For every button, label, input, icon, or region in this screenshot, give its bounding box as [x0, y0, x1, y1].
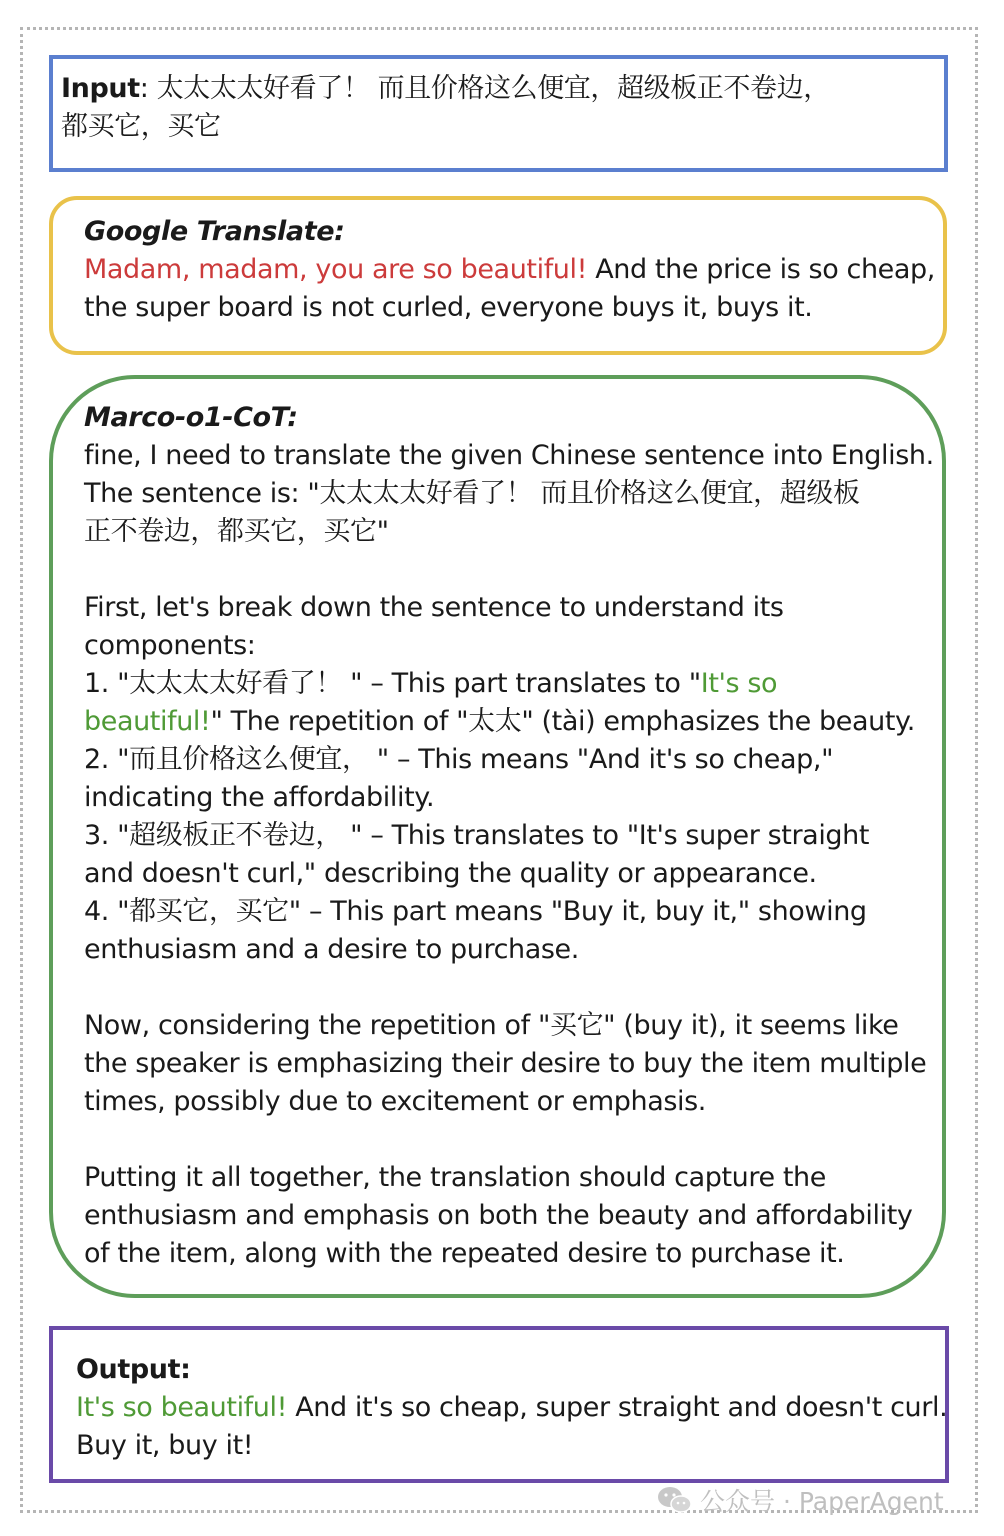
marco-p3-line-3: times, possibly due to excitement or emphasis. [84, 1086, 706, 1117]
input-section [61, 70, 830, 146]
input-line-1 [61, 70, 830, 108]
marco-p2-line-2: components: [84, 630, 256, 661]
mistranslation-highlight: Madam, madam, you are so beautiful! [84, 254, 588, 285]
paragraph-gap [84, 969, 934, 1007]
google-section [84, 213, 935, 327]
marco-p3-line-1: Now, considering the repetition of "买它" (buy it), it seems like [84, 1010, 899, 1041]
marco-p4-line-3: of the item, along with the repeated desire to purchase it. [84, 1238, 845, 1269]
output-line-1 [76, 1389, 947, 1427]
google-line-1 [84, 251, 935, 289]
google-label: Google Translate: [84, 216, 345, 247]
input-chinese-text: 太太太太好看了！ 而且价格这么便宜，超级板正不卷边， [156, 73, 830, 104]
marco-label: Marco-o1-CoT: [84, 402, 298, 433]
marco-item-4-line-1: 4. "都买它，买它" – This part means "Buy it, buy it," showing [84, 896, 867, 927]
marco-item-3-line-1: 3. "超级板正不卷边， " – This translates to "It's super straight [84, 820, 870, 851]
marco-section [84, 399, 934, 1273]
input-colon: : [139, 73, 157, 104]
output-label: Output: [76, 1354, 191, 1385]
marco-item-2-line-1: 2. "而且价格这么便宜， " – This means "And it's so cheap," [84, 744, 834, 775]
marco-p3-line-2: the speaker is emphasizing their desire to buy the item multiple [84, 1048, 927, 1079]
item-1-prefix: 1. "太太太太好看了！ " – This part translates to " [84, 668, 701, 699]
marco-p1-line-1: fine, I need to translate the given Chinese sentence into English. [84, 440, 934, 471]
watermark [656, 1482, 944, 1518]
paragraph-gap [84, 1121, 934, 1159]
marco-p1-line-3: 正不卷边，都买它，买它" [84, 516, 389, 547]
marco-item-1-line-1 [84, 665, 934, 703]
output-line-2: Buy it, buy it! [76, 1430, 254, 1461]
marco-p4-line-1: Putting it all together, the translation should capture the [84, 1162, 826, 1193]
output-line-1-rest: And it's so cheap, super straight and doesn't curl. [287, 1392, 948, 1423]
watermark-text: 公众号 · PaperAgent [700, 1487, 944, 1516]
marco-item-3-line-2: and doesn't curl," describing the quality or appearance. [84, 858, 817, 889]
marco-item-2-line-2: indicating the affordability. [84, 782, 435, 813]
google-line-1-rest: And the price is so cheap, [587, 254, 935, 285]
marco-p2-line-1: First, let's break down the sentence to understand its [84, 592, 784, 623]
paragraph-gap [84, 551, 934, 589]
item-1-suffix: " The repetition of "太太" (tài) emphasizes the beauty. [210, 706, 915, 737]
correct-translation-highlight: It's so [700, 668, 778, 699]
marco-p1-line-2: The sentence is: "太太太太好看了！ 而且价格这么便宜，超级板 [84, 478, 860, 509]
marco-item-1-line-2 [84, 703, 934, 741]
output-highlight: It's so beautiful! [76, 1392, 288, 1423]
google-line-2: the super board is not curled, everyone buys it, buys it. [84, 292, 813, 323]
input-line-2: 都买它，买它 [61, 111, 221, 142]
output-section [76, 1351, 947, 1465]
correct-translation-highlight-cont: beautiful! [84, 706, 211, 737]
marco-p4-line-2: enthusiasm and emphasis on both the beauty and affordability [84, 1200, 913, 1231]
marco-item-4-line-2: enthusiasm and a desire to purchase. [84, 934, 579, 965]
input-label: Input [61, 73, 140, 104]
wechat-icon [656, 1485, 694, 1515]
